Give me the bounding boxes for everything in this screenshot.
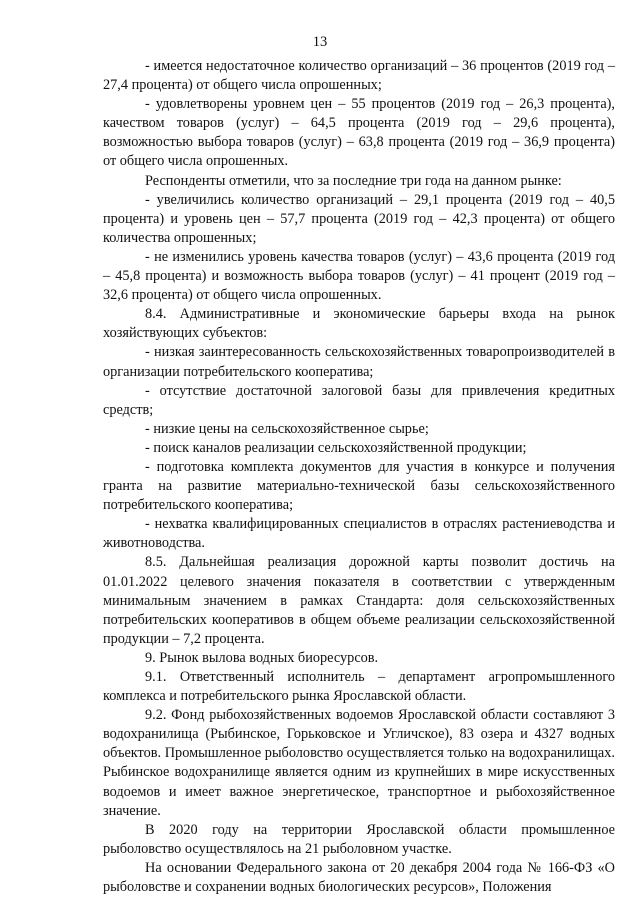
list-item: - низкая заинтересованность сельскохозяйственных товаропроизводителей в организации потребительского кооператива; [103, 344, 615, 380]
list-item: - низкие цены на сельскохозяйственное сырье; [145, 420, 429, 437]
list-item: - поиск каналов реализации сельскохозяйственной продукции; [145, 439, 527, 456]
paragraph: - удовлетворены уровнем цен – 55 процентов (2019 год – 26,3 процента), качеством товаров (услуг) – 64,5 процента (2019 год – 29,6 процента), возможностью выбора товаров (услуг) – 63,8 процента (2019 год – 36,9 процента) от общего числа опрошенных. [103, 96, 615, 170]
paragraph: На основании Федерального закона от 20 декабря 2004 года № 166-ФЗ «О рыболовстве и сохранении водных биологических ресурсов», Положения [103, 859, 615, 896]
document-body [103, 57, 615, 897]
list-item: - отсутствие достаточной залоговой базы для привлечения кредитных средств; [103, 382, 615, 418]
list-item: - нехватка квалифицированных специалистов в отраслях растениеводства и животноводства. [103, 516, 615, 552]
list-item: - подготовка комплекта документов для участия в конкурсе и получения гранта на развитие материально-технической базы сельскохозяйственного потребительского кооператива; [103, 458, 615, 514]
paragraph: 9.1. Ответственный исполнитель – департамент агропромышленного комплекса и потребительского рынка Ярославской области. [103, 669, 615, 705]
paragraph: - увеличились количество организаций – 29,1 процента (2019 год – 40,5 процента) и уровень цен – 57,7 процента (2019 год – 42,3 процента) от общего количества опрошенных; [103, 191, 615, 246]
page-number: 13 [312, 34, 328, 50]
paragraph: - не изменились уровень качества товаров (услуг) – 43,6 процента (2019 год – 45,8 процента) и возможность выбора товаров (услуг) – 41 процент (2019 год – 32,6 процента) от общего числа опрошенных. [103, 248, 615, 304]
section-heading: 9. Рынок вылова водных биоресурсов. [145, 649, 379, 666]
paragraph: - имеется недостаточное количество организаций – 36 процентов (2019 год – 27,4 процента) от общего числа опрошенных; [103, 58, 615, 94]
paragraph: 8.5. Дальнейшая реализация дорожной карты позволит достичь на 01.01.2022 целевого значения показателя в соответствии с утвержденным минимальным значением в рамках Стандарта: доля сельскохозяйственных потребительских кооперативов в общем объеме реализации сельскохозяйственной продукции – 7,2 процента. [103, 554, 615, 647]
section-heading: 8.4. Административные и экономические барьеры входа на рынок хозяйствующих субъектов: [103, 306, 615, 342]
paragraph: В 2020 году на территории Ярославской области промышленное рыболовство осуществлялось на 21 рыболовном участке. [103, 821, 615, 857]
paragraph: Респонденты отметили, что за последние три года на данном рынке: [145, 172, 562, 189]
paragraph: 9.2. Фонд рыбохозяйственных водоемов Ярославской области составляют 3 водохранилища (Рыбинское, Горьковское и Угличское), 83 озера и 4327 водных объектов. Промышленное рыболовство осуществляется только на водохранилищах. Рыбинское водохранилище является одним из крупнейших в мире искусственных водоемов и имеет важное энергетическое, транспортное и рыбохозяйственное значение. [103, 707, 615, 819]
